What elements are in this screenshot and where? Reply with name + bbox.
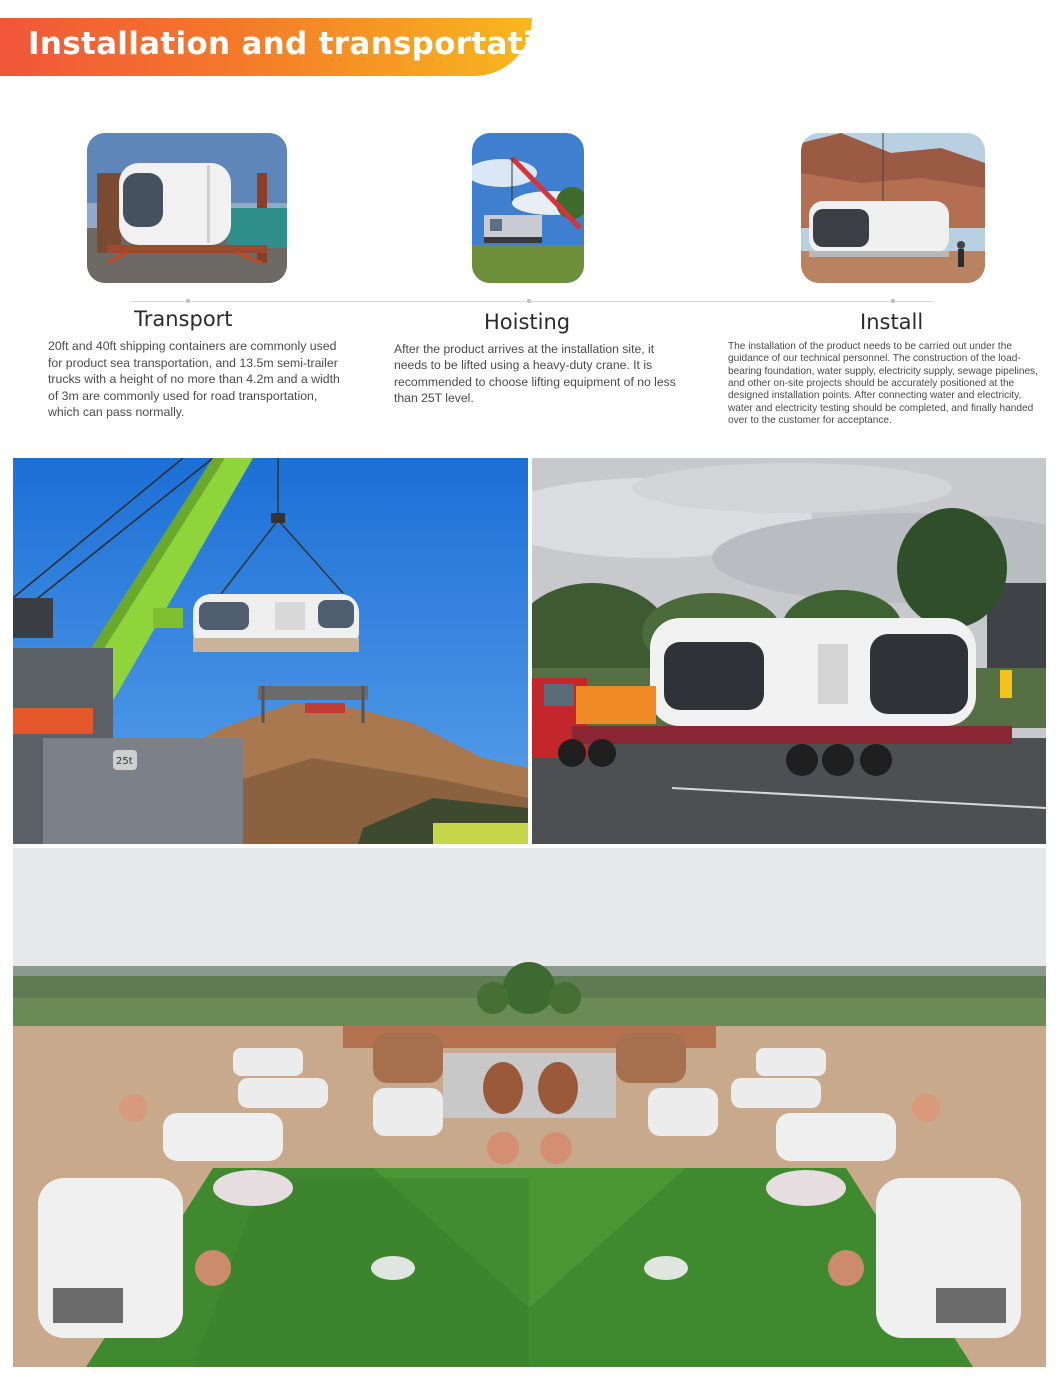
resort-aerial-photo [13, 848, 1046, 1367]
hoisting-title: Hoisting [484, 310, 571, 334]
transport-title: Transport [134, 307, 233, 331]
transport-description: 20ft and 40ft shipping containers are commonly used for product sea transportation, and 13.5m semi-trailer trucks with a height of no more than 4.2m and a width of 3m are commonly used for road transportation, which can pass normally. [48, 339, 340, 420]
timeline-dot [891, 299, 895, 303]
hoisting-description: After the product arrives at the installation site, it needs to be lifted using a heavy-duty crane. It is recommended to choose lifting equipment of no less than 25T level. [394, 342, 676, 406]
install-photo [801, 133, 985, 283]
crane-lifting-photo [13, 458, 528, 844]
crane-weight-label: 25t [116, 756, 133, 767]
timeline-line [130, 301, 934, 302]
hoisting-photo [472, 133, 584, 283]
section-title: Installation and transportation [28, 26, 578, 62]
transport-photo [87, 133, 287, 283]
install-description: The installation of the product needs to be carried out under the guidance of our technical personnel. The construction of the load-bearing foundation, water supply, electricity supply, sewage pipelines, and other on-site projects should be accurately positioned at the designed installation points. After connecting water and electricity, water and electricity testing should be completed, and finally handed over to the customer for acceptance. [728, 341, 1038, 426]
timeline-dot [527, 299, 531, 303]
timeline-dot [186, 299, 190, 303]
install-title: Install [860, 310, 924, 334]
truck-transport-photo [532, 458, 1046, 844]
